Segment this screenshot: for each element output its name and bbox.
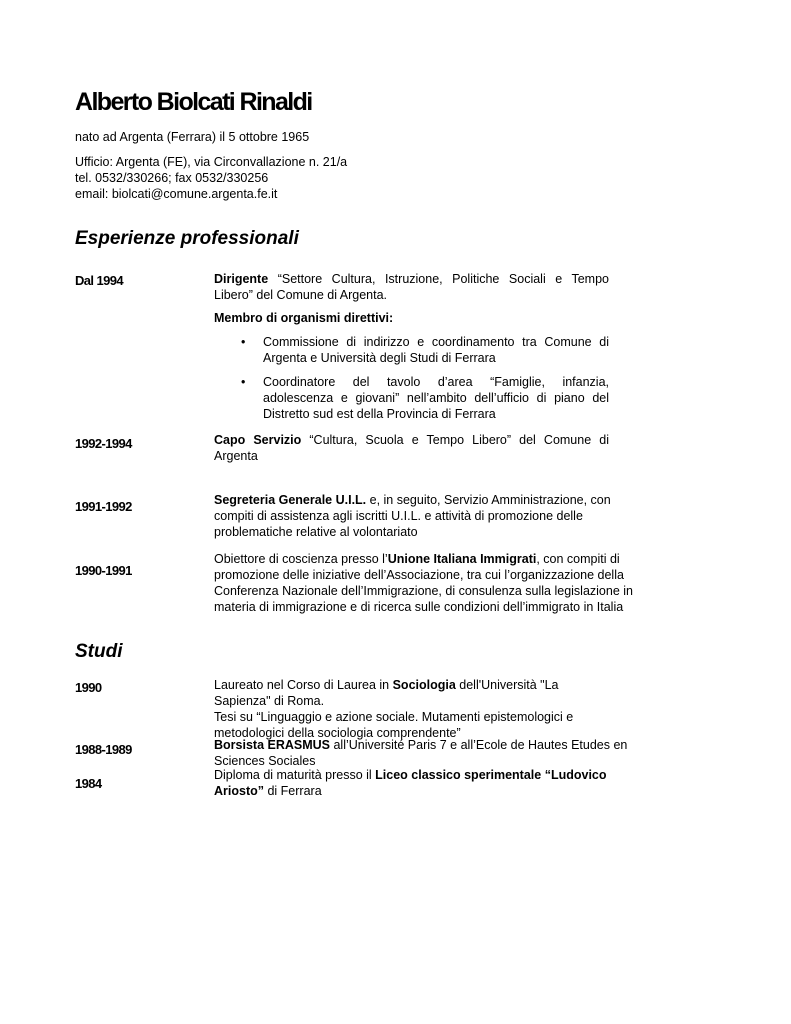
entry-pre: Diploma di maturità presso il [214, 768, 376, 782]
entry-role: Capo Servizio [214, 433, 302, 447]
entry-text: all’Université Paris 7 e all’Ecole de Hautes Etudes en Sciences Sociales [214, 738, 628, 768]
experience-date: Dal 1994 [75, 273, 123, 288]
entry-pre: Obiettore di coscienza presso l’ [214, 552, 388, 566]
experience-entry [214, 551, 634, 615]
entry-role: Unione Italiana Immigrati [387, 552, 537, 566]
study-date: 1990 [75, 680, 102, 695]
entry-text: “Cultura, Scuola e Tempo Libero” del Comune di Argenta [214, 433, 609, 463]
entry-text: e, in seguito, Servizio Amministrazione, con compiti di assistenza agli iscritti U.I.L. e attività di promozione delle problematiche relative al volontariato [214, 493, 611, 539]
entry-text: dell'Università "La Sapienza" di Roma. [214, 678, 559, 708]
study-entry [214, 677, 609, 741]
experience-entry [214, 432, 609, 464]
study-entry [214, 767, 634, 799]
phone-fax: tel. 0532/330266; fax 0532/330256 [75, 171, 269, 185]
entry-field: Sociologia [392, 678, 456, 692]
cv-name: Alberto Biolcati Rinaldi [75, 88, 312, 116]
office-address: Ufficio: Argenta (FE), via Circonvallazione n. 21/a [75, 155, 348, 169]
list-item: • Commissione di indirizzo e coordinamento tra Comune di Argenta e Università degli Studi di Ferrara [241, 335, 609, 365]
entry-subtitle: Membro di organismi direttivi: [214, 311, 394, 325]
list-item: • Coordinatore del tavolo d’area “Famiglie, infanzia, adolescenza e giovani” nell’ambito dell’ufficio di piano del Distretto sud est della Provincia di Ferrara [241, 375, 609, 421]
bullet-list [214, 334, 609, 422]
section-title-experience: Esperienze professionali [75, 228, 299, 249]
birth-info: nato ad Argenta (Ferrara) il 5 ottobre 1965 [75, 130, 310, 144]
experience-date: 1991-1992 [75, 499, 132, 514]
contact-block [75, 154, 347, 202]
study-entry [214, 737, 634, 769]
bullet-icon: • [241, 375, 246, 389]
study-date: 1984 [75, 776, 102, 791]
study-date: 1988-1989 [75, 742, 132, 757]
email: email: biolcati@comune.argenta.fe.it [75, 187, 278, 201]
entry-role: Borsista ERASMUS [214, 738, 330, 752]
bullet-icon: • [241, 335, 246, 349]
experience-date: 1992-1994 [75, 436, 132, 451]
entry-role: Segreteria Generale U.I.L. [214, 493, 367, 507]
experience-date: 1990-1991 [75, 563, 132, 578]
thesis-text: Tesi su “Linguaggio e azione sociale. Mutamenti epistemologici e metodologici della sociologia comprendente” [214, 710, 574, 740]
entry-text: di Ferrara [264, 784, 322, 798]
entry-role: Dirigente [214, 272, 269, 286]
entry-school: Liceo classico sperimentale “Ludovico Ariosto” [214, 768, 607, 798]
entry-text: , con compiti di promozione delle iniziative dell’Associazione, tra cui l’organizzazione della Conferenza Nazionale dell’Immigrazione, di consulenza sulla legislazione in materia di immigrazione e di ricerca sulle condizioni dell’immigrato in Italia [214, 552, 633, 614]
entry-text: “Settore Cultura, Istruzione, Politiche Sociali e Tempo Libero” del Comune di Argenta. [214, 272, 609, 302]
experience-entry [214, 271, 609, 422]
experience-entry [214, 492, 634, 540]
section-title-studies: Studi [75, 641, 123, 662]
entry-pre: Laureato nel Corso di Laurea in [214, 678, 393, 692]
